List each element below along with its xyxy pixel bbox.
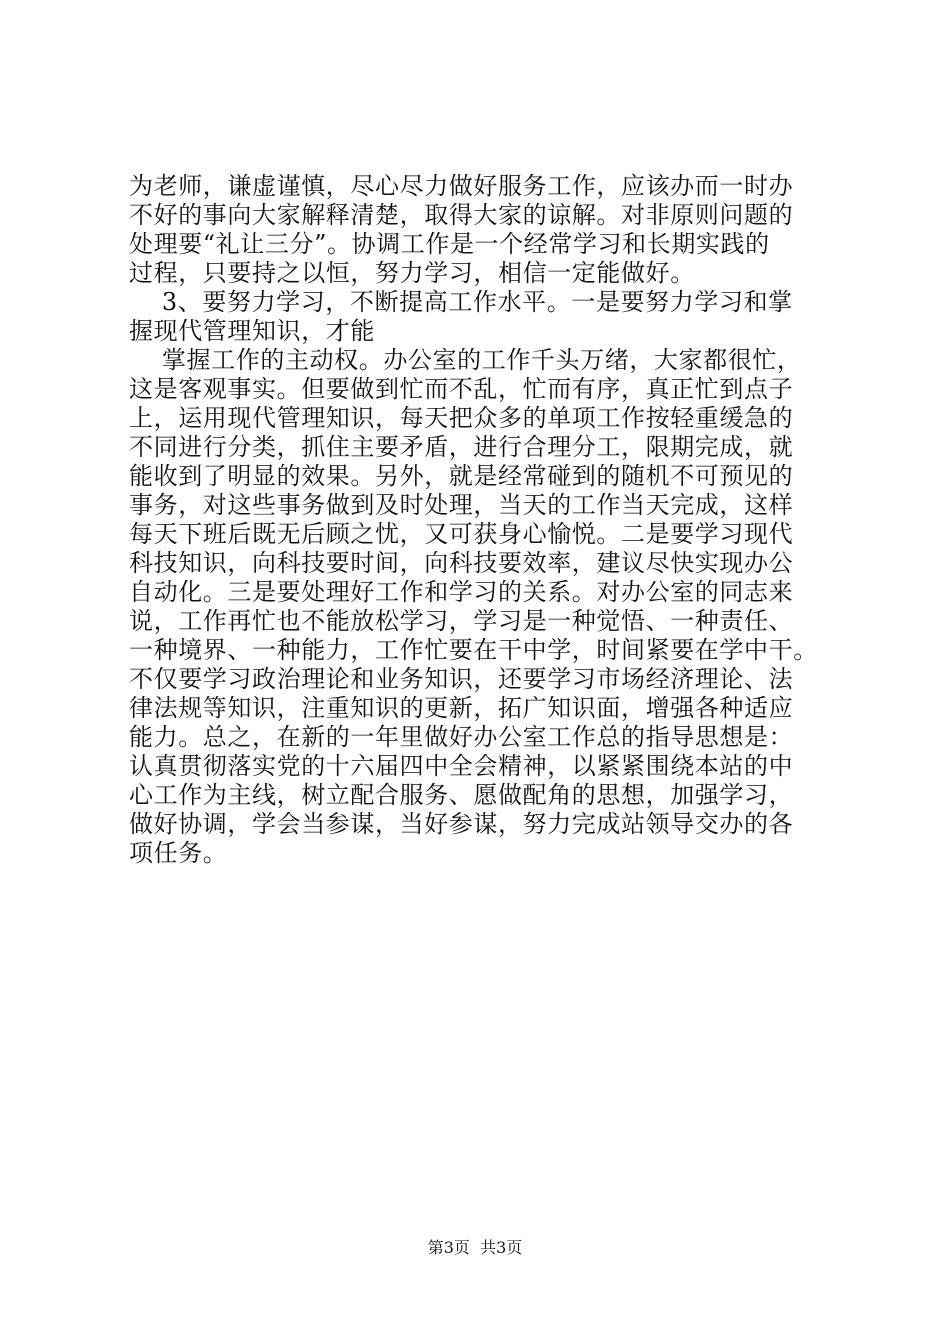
text-line: 做好协调，学会当参谋，当好参谋，努力完成站领导交办的各 — [129, 810, 794, 838]
text-line: 能力。总之，在新的一年里做好办公室工作总的指导思想是： — [129, 723, 794, 751]
text-line: 过程，只要持之以恒，努力学习，相信一定能做好。 — [129, 259, 695, 287]
text-line: 说，工作再忙也不能放松学习，学习是一种觉悟、一种责任、 — [129, 607, 794, 635]
text-line: 科技知识，向科技要时间，向科技要效率，建议尽快实现办公 — [129, 549, 794, 577]
text-line: 不仅要学习政治理论和业务知识，还要学习市场经济理论、法 — [129, 665, 794, 693]
text-line: 处理要“礼让三分”。协调工作是一个经常学习和长期实践的 — [129, 230, 770, 258]
text-line: 3、要努力学习，不断提高工作水平。一是要努力学习和掌 — [129, 288, 793, 316]
paragraph-coordination-tail — [129, 172, 859, 288]
paragraph-section-3-body — [129, 346, 859, 868]
text-line: 自动化。三是要处理好工作和学习的关系。对办公室的同志来 — [129, 578, 794, 606]
page-number-footer: 第3页 共3页 — [427, 1238, 523, 1257]
text-line: 项任务。 — [129, 839, 228, 867]
paragraph-section-3-heading — [129, 288, 859, 346]
text-line: 这是客观事实。但要做到忙而不乱，忙而有序，真正忙到点子 — [129, 375, 794, 403]
text-line: 为老师，谦虚谨慎，尽心尽力做好服务工作，应该办而一时办 — [129, 172, 794, 200]
text-line: 认真贯彻落实党的十六届四中全会精神，以紧紧围绕本站的中 — [129, 752, 794, 780]
text-line: 每天下班后既无后顾之忧，又可获身心愉悦。二是要学习现代 — [129, 520, 794, 548]
text-line: 握现代管理知识，才能 — [129, 317, 375, 345]
text-line: 律法规等知识，注重知识的更新，拓广知识面，增强各种适应 — [129, 694, 794, 722]
text-line: 上，运用现代管理知识，每天把众多的单项工作按轻重缓急的 — [129, 404, 794, 432]
text-line: 一种境界、一种能力，工作忙要在干中学，时间紧要在学中干。 — [129, 636, 818, 664]
text-line: 能收到了明显的效果。另外，就是经常碰到的随机不可预见的 — [129, 462, 794, 490]
document-body — [129, 172, 859, 868]
text-line: 事务，对这些事务做到及时处理，当天的工作当天完成，这样 — [129, 491, 794, 519]
text-line: 不同进行分类，抓住主要矛盾，进行合理分工，限期完成，就 — [129, 433, 794, 461]
text-line: 不好的事向大家解释清楚，取得大家的谅解。对非原则问题的 — [129, 201, 794, 229]
text-line: 掌握工作的主动权。办公室的工作千头万绪，大家都很忙， — [129, 346, 802, 374]
text-line: 心工作为主线，树立配合服务、愿做配角的思想，加强学习， — [129, 781, 794, 809]
